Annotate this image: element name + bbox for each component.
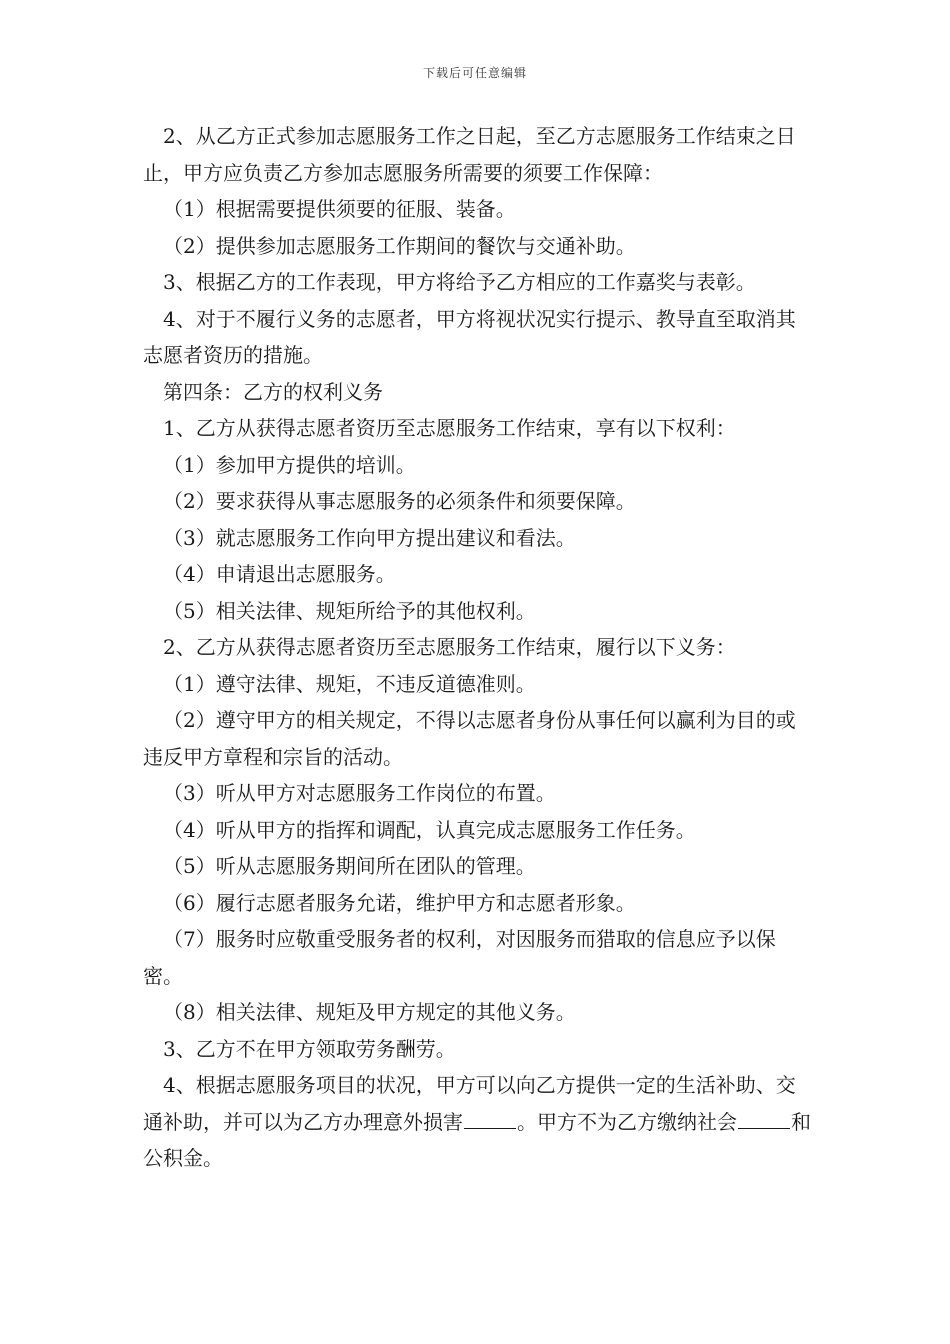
fill-in-blank [738, 1110, 790, 1129]
paragraph: （2）提供参加志愿服务工作期间的餐饮与交通补助。 [163, 233, 636, 258]
paragraph: （8）相关法律、规矩及甲方规定的其他义务。 [163, 1000, 576, 1024]
page-header: 下载后可任意编辑 [422, 66, 527, 80]
paragraph: （3）听从甲方对志愿服务工作岗位的布置。 [163, 781, 556, 805]
paragraph: （6）履行志愿者服务允诺，维护甲方和志愿者形象。 [163, 890, 636, 915]
paragraph-with-blanks [143, 1067, 813, 1177]
paragraph: 4、对于不履行义务的志愿者，甲方将视状况实行提示、教导直至取消其志愿者资历的措施。 [143, 306, 796, 367]
paragraph-text: 4、根据志愿服务项目的状况，甲方可以向乙方提供一定的生活补助、交通补助，并可以为乙方办理意外损害 [143, 1073, 796, 1134]
paragraph: （1）根据需要提供须要的征服、装备。 [163, 197, 516, 221]
paragraph: （2）遵守甲方的相关规定，不得以志愿者身份从事任何以赢利为目的或违反甲方章程和宗旨的活动。 [143, 708, 796, 769]
paragraph-text: 。甲方不为乙方缴纳社会 [517, 1109, 737, 1134]
paragraph: （2）要求获得从事志愿服务的必须条件和须要保障。 [163, 489, 636, 513]
paragraph: 1、乙方从获得志愿者资历至志愿服务工作结束，享有以下权利： [163, 416, 736, 440]
paragraph: 2、从乙方正式参加志愿服务工作之日起，至乙方志愿服务工作结束之日止，甲方应负责乙方参加志愿服务所需要的须要工作保障： [143, 124, 796, 185]
paragraph: （3）就志愿服务工作向甲方提出建议和看法。 [163, 525, 576, 550]
paragraph: 3、根据乙方的工作表现，甲方将给予乙方相应的工作嘉奖与表彰。 [163, 270, 756, 294]
paragraph: 3、乙方不在甲方领取劳务酬劳。 [163, 1036, 456, 1061]
paragraph: （4）申请退出志愿服务。 [163, 562, 396, 586]
paragraph: （1）遵守法律、规矩，不违反道德准则。 [163, 671, 536, 696]
paragraph: （1）参加甲方提供的培训。 [163, 452, 416, 477]
paragraph: （7）服务时应敬重受服务者的权利，对因服务而猎取的信息应予以保密。 [143, 927, 776, 988]
paragraph-text: 和公积金。 [143, 1109, 811, 1170]
paragraph: 2、乙方从获得志愿者资历至志愿服务工作结束，履行以下义务： [163, 635, 736, 659]
fill-in-blank [464, 1110, 516, 1129]
paragraph: （5）听从志愿服务期间所在团队的管理。 [163, 854, 536, 878]
paragraph: （4）听从甲方的指挥和调配，认真完成志愿服务工作任务。 [163, 817, 696, 842]
paragraph: （5）相关法律、规矩所给予的其他权利。 [163, 598, 536, 623]
document-body [143, 118, 813, 1177]
section-heading: 第四条：乙方的权利义务 [163, 379, 383, 404]
